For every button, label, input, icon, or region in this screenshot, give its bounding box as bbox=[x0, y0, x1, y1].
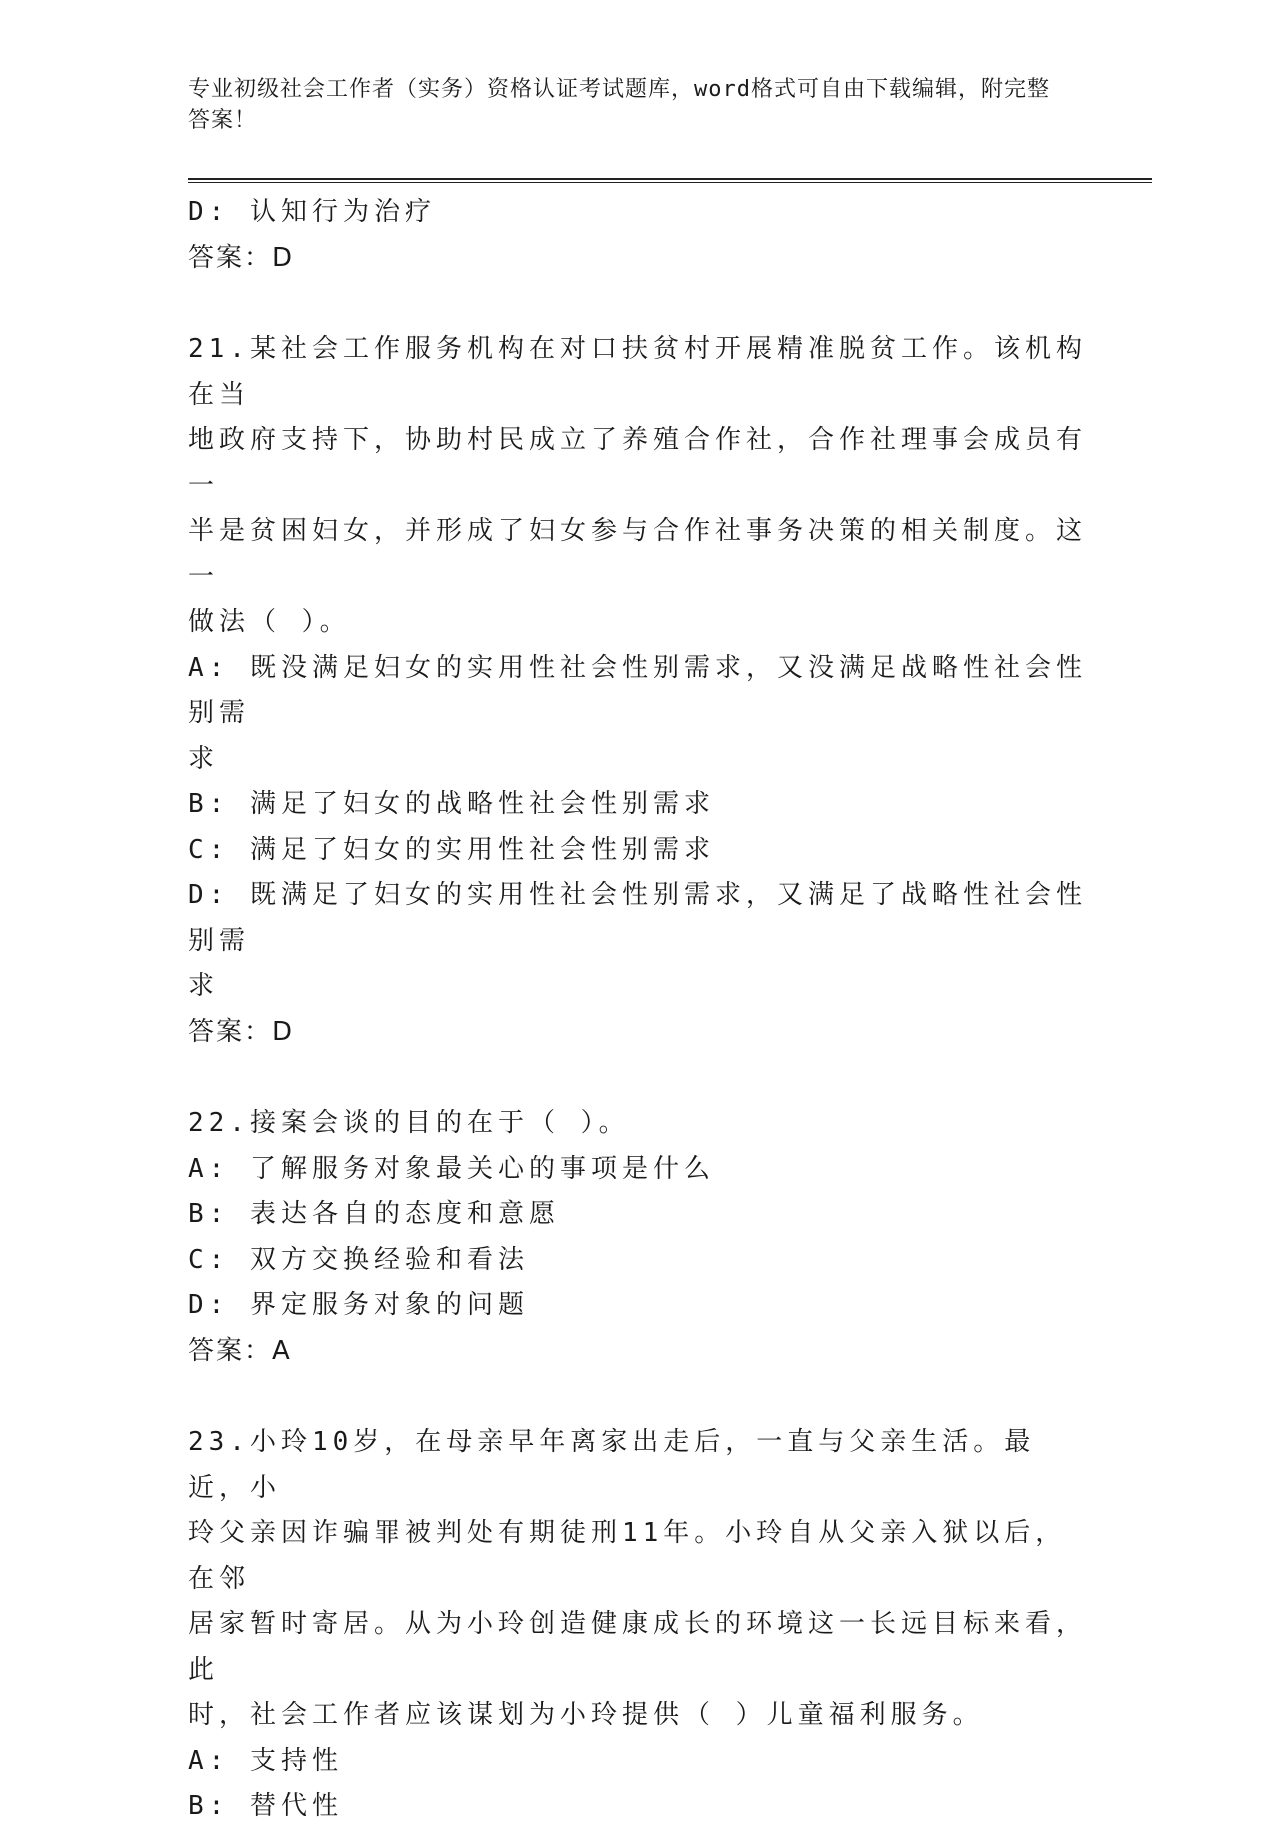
question-stem: 23.小玲10岁，在母亲早年离家出走后，一直与父亲生活。最近，小 玲父亲因诈骗罪被判处有期徒刑11年。小玲自从父亲入狱以后，在邻 居家暂时寄居。从为小玲创造健康成长的环境这一长远目标来看，此 时，社会工作者应该谋划为小玲提供（ ）儿童福利服务。 bbox=[188, 1427, 1088, 1730]
option-a: A: 了解服务对象最关心的事项是什么 bbox=[188, 1153, 715, 1184]
page-header-text: 专业初级社会工作者（实务）资格认证考试题库，word格式可自由下载编辑，附完整答案！ bbox=[188, 77, 1050, 133]
answer-line: 答案：D bbox=[188, 1016, 295, 1047]
header-divider bbox=[188, 178, 1152, 183]
question-21 bbox=[188, 327, 1088, 1055]
option-d: D: 界定服务对象的问题 bbox=[188, 1290, 529, 1320]
spacer bbox=[188, 1055, 1088, 1101]
question-stem: 22.接案会谈的目的在于（ ）。 bbox=[188, 1108, 630, 1138]
option-b: B: 满足了妇女的战略性社会性别需求 bbox=[188, 789, 715, 819]
option-b: B: 替代性 bbox=[188, 1791, 343, 1821]
spacer bbox=[188, 1374, 1088, 1420]
question-23 bbox=[188, 1420, 1088, 1830]
prev-question-tail bbox=[188, 190, 1088, 281]
answer-line: 答案：A bbox=[188, 1335, 292, 1366]
question-stem: 21.某社会工作服务机构在对口扶贫村开展精准脱贫工作。该机构在当 地政府支持下，协助村民成立了养殖合作社，合作社理事会成员有一 半是贫困妇女，并形成了妇女参与合作社事务决策的相关制度。这一 做法（ ）。 bbox=[188, 334, 1088, 637]
option-c: C: 满足了妇女的实用性社会性别需求 bbox=[188, 834, 715, 865]
question-22 bbox=[188, 1101, 1088, 1374]
option-a: A: 支持性 bbox=[188, 1745, 343, 1776]
answer-line: 答案：D bbox=[188, 242, 295, 273]
option-a: A: 既没满足妇女的实用性社会性别需求，又没满足战略性社会性别需 求 bbox=[188, 652, 1087, 774]
question-content bbox=[188, 190, 1088, 1830]
option-b: B: 表达各自的态度和意愿 bbox=[188, 1199, 560, 1229]
option-d: D: 认知行为治疗 bbox=[188, 197, 436, 227]
option-c: C: 双方交换经验和看法 bbox=[188, 1244, 529, 1275]
option-d: D: 既满足了妇女的实用性社会性别需求，又满足了战略性社会性别需 求 bbox=[188, 880, 1087, 1001]
spacer bbox=[188, 281, 1088, 327]
